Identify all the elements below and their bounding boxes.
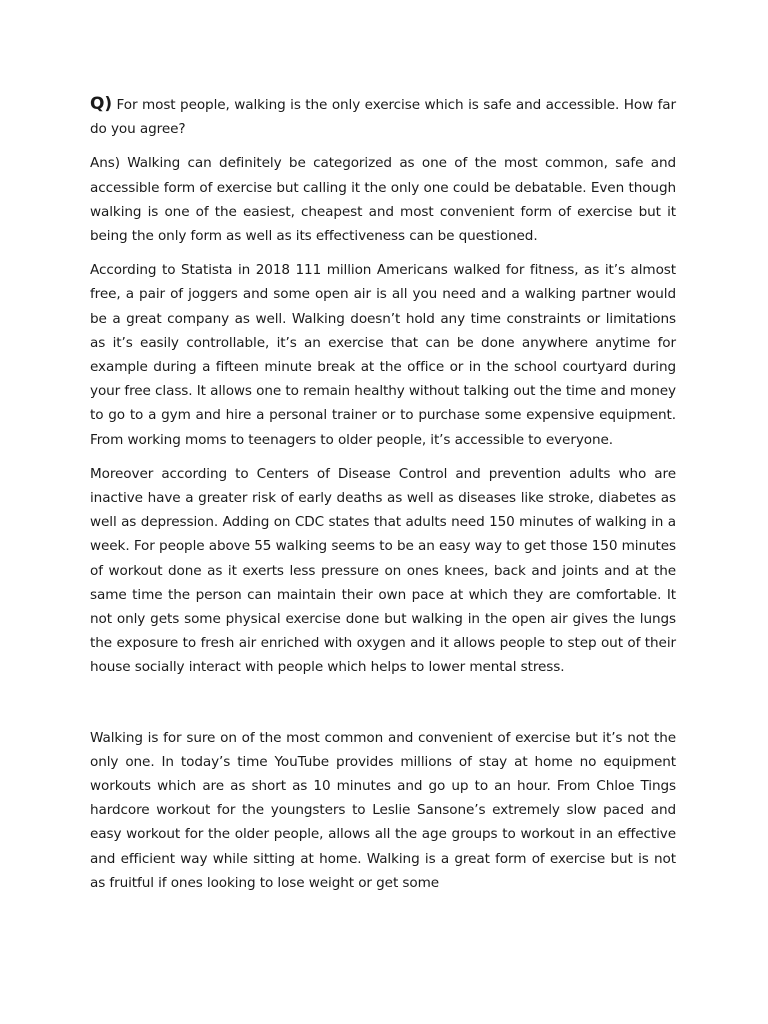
cdc-paragraph: Moreover according to Centers of Disease Control and prevention adults who are inactive have a greater risk of early deaths as well as diseases like stroke, diabetes as well as depression. Adding on CDC states that adults need 150 minutes of walking in a week. For people above 55 walking seems to be an easy way to get those 150 minutes of workout done as it exerts less pressure on ones knees, back and joints and at the same time the person can maintain their own pace at which they are comfortable. It not only gets some physical exercise done but walking in the open air gives the lungs the exposure to fresh air enriched with oxygen and it allows people to step out of their house socially interact with people which helps to lower mental stress. <box>90 465 676 676</box>
answer-intro-paragraph: Ans) Walking can definitely be categorized as one of the most common, safe and accessible form of exercise but calling it the only one could be debatable. Even though walking is one of the easiest, cheapest and most convenient form of exercise but it being the only form as well as its effectiveness can be questioned. <box>90 155 676 245</box>
question-marker: Q) <box>90 94 113 114</box>
spacer <box>90 248 676 258</box>
spacer <box>90 452 676 462</box>
question-paragraph <box>90 92 676 141</box>
question-text: For most people, walking is the only exercise which is safe and accessible. How far do you agree? <box>90 97 676 138</box>
document-page <box>90 92 676 895</box>
statista-paragraph: According to Statista in 2018 111 million Americans walked for fitness, as it’s almost free, a pair of joggers and some open air is all you need and a walking partner would be a great company as well. Walking doesn’t hold any time constraints or limitations as it’s easily controllable, it’s an exercise that can be done anywhere anytime for example during a fifteen minute break at the office or in the school courtyard during your free class. It allows one to remain healthy without talking out the time and money to go to a gym and hire a personal trainer or to purchase some expensive equipment. From working moms to teenagers to older people, it’s accessible to everyone. <box>90 262 676 448</box>
spacer <box>90 680 676 726</box>
spacer <box>90 141 676 151</box>
youtube-paragraph: Walking is for sure on of the most common and convenient of exercise but it’s not the only one. In today’s time YouTube provides millions of stay at home no equipment workouts which are as short as 10 minutes and go up to an hour. From Chloe Tings hardcore workout for the youngsters to Leslie Sansone’s extremely slow paced and easy workout for the older people, allows all the age groups to workout in an effective and efficient way while sitting at home. Walking is a great form of exercise but is not as fruitful if ones looking to lose weight or get some <box>90 729 676 891</box>
